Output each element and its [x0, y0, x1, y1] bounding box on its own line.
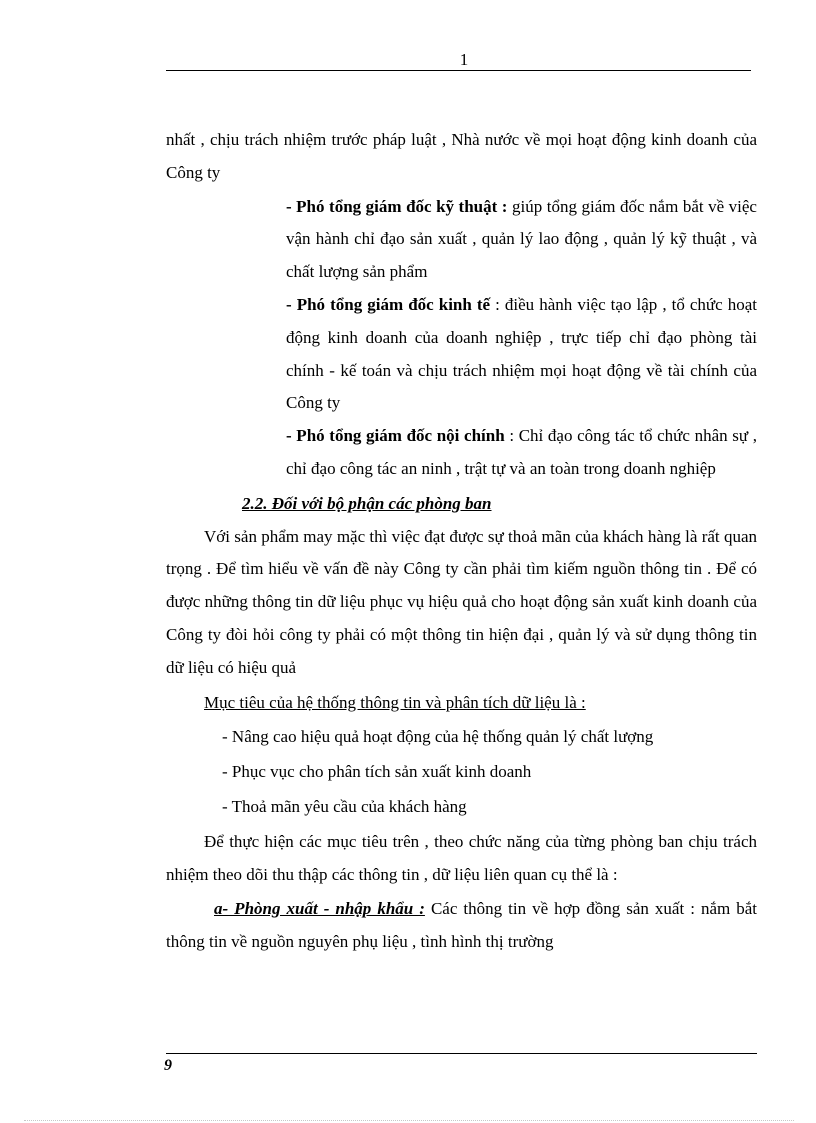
- paragraph-economic-deputy: [166, 289, 757, 420]
- paragraph-technical-deputy: [166, 191, 757, 289]
- footer-rule: [166, 1053, 757, 1054]
- internal-deputy-text: : Chỉ đạo công tác tổ chức nhân sự , chỉ đạo công tác an ninh , trật tự và an toàn trong doanh nghiệp: [286, 426, 758, 478]
- technical-deputy-label: - Phó tổng giám đốc kỹ thuật :: [286, 196, 508, 216]
- goals-title-text: Mục tiêu của hệ thống thông tin và phân tích dữ liệu là :: [204, 692, 586, 712]
- goal-item: - Nâng cao hiệu quả hoạt động của hệ thống quản lý chất lượng: [222, 727, 654, 747]
- goals-title: [166, 687, 757, 720]
- internal-deputy-label: - Phó tổng giám đốc nội chính: [286, 426, 505, 446]
- footer-page-number: 9: [164, 1057, 172, 1074]
- section-heading-text: 2.2. Đối với bộ phận các phòng ban: [242, 493, 492, 513]
- section-heading: [166, 488, 757, 521]
- paragraph-customer-satisfaction: Với sản phẩm may mặc thì việc đạt được sự thoả mãn của khách hàng là rất quan trọng . Để tìm hiểu về vấn đề này Công ty cần phải tìm kiếm nguồn thông tin . Để có được những thông tin dữ liệu phục vụ hiệu quả cho hoạt động sản xuất kinh doanh của Công ty đòi hỏi công ty phải có một thông tin hiện đại , quản lý và sử dụng thông tin dữ liệu có hiệu quả: [166, 526, 757, 677]
- paragraph-internal-deputy: [166, 420, 757, 486]
- technical-deputy-text: giúp tổng giám đốc nắm bắt về việc vận hành chỉ đạo sản xuất , quản lý lao động , quản lý kỹ thuật , và chất lượng sản phẩm: [286, 196, 757, 282]
- economic-deputy-label: - Phó tổng giám đốc kinh tế: [286, 294, 491, 314]
- document-body: [166, 124, 757, 959]
- page-edge-dotted-line: [24, 1120, 794, 1121]
- header-rule: [166, 70, 751, 71]
- goal-item: - Phục vục cho phân tích sản xuất kinh doanh: [222, 762, 532, 782]
- economic-deputy-text: : điều hành việc tạo lập , tổ chức hoạt động kinh doanh của doanh nghiệp , trực tiếp chỉ đạo phòng tài chính - kế toán và chịu trách nhiệm mọi hoạt động về tài chính của Công ty: [286, 294, 758, 413]
- paragraph-implementation: Để thực hiện các mục tiêu trên , theo chức năng của từng phòng ban chịu trách nhiệm theo dõi thu thập các thông tin , dữ liệu liên quan cụ thể là :: [166, 831, 757, 884]
- goal-item: - Thoả mãn yêu cầu của khách hàng: [222, 796, 467, 816]
- paragraph-import-export: [166, 893, 757, 959]
- header-page-number: 1: [459, 50, 469, 69]
- import-export-label: a- Phòng xuất - nhập khẩu :: [214, 899, 425, 919]
- import-export-text: Các thông tin về hợp đồng sản xuất : nắm bắt thông tin về nguồn nguyên phụ liệu , tình hình thị trường: [166, 899, 757, 952]
- paragraph-responsibility: nhất , chịu trách nhiệm trước pháp luật , Nhà nước về mọi hoạt động kinh doanh của Công ty: [166, 130, 757, 182]
